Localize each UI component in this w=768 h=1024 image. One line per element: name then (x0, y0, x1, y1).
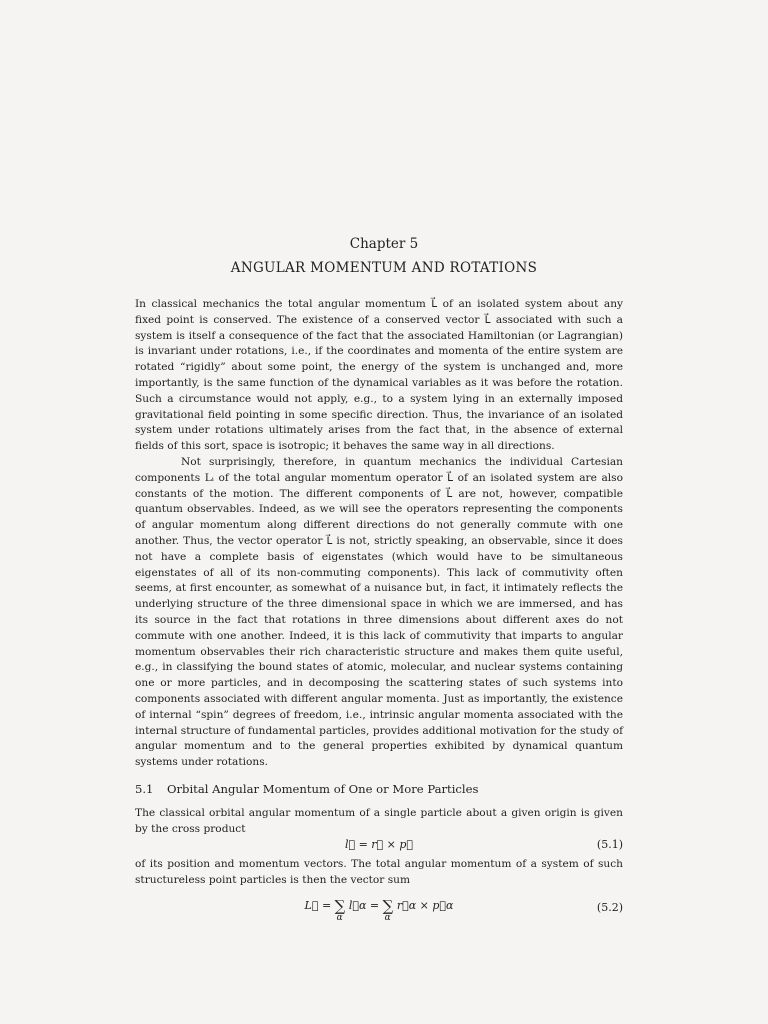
section-title: Orbital Angular Momentum of One or More Particles (167, 782, 479, 796)
equation-middle: l⃗α = (348, 899, 380, 912)
chapter-label: Chapter 5 (349, 236, 419, 252)
equation-rhs: r⃗α × p⃗α (396, 899, 454, 912)
paragraph-intro: In classical mechanics the total angular momentum L⃗ of an isolated system about any fixed point is conserved. The existence of a conserved vector L⃗ associated with such a system is itself a consequence of the fact that the associated Hamiltonian (or Lagrangian) is invariant under rotations, i.e., if the coordinates and momenta of the entire system are rotated “rigidly” about some point, the energy of the system is unchanged and, more importantly, is the same function of the dynamical variables as it was before the rotation. Such a circumstance would not apply, e.g., to a system lying in an externally imposed gravitational field pointing in some specific direction. Thus, the invariance of an isolated system under rotations ultimately arises from the fact that, in the absence of external fields of this sort, space is isotropic; it behaves the same way in all directions. (135, 298, 623, 453)
equation-number: (5.2) (596, 901, 623, 914)
equation-5-1 (135, 838, 623, 854)
section-number: 5.1 (135, 782, 154, 796)
equation-number: (5.1) (596, 838, 623, 851)
section-heading (135, 782, 623, 796)
paragraph-quantum: Not surprisingly, therefore, in quantum mechanics the individual Cartesian components Lᵢ of the total angular momentum operator L⃗ of an isolated system are also constants of the motion. The different components of L⃗ are not, however, compatible quantum observables. Indeed, as we will see the operators representing the components of angular momentum along different directions do not generally commute with one another. Thus, the vector operator L⃗ is not, strictly speaking, an observable, since it does not have a complete basis of eigenstates (which would have to be simultaneous eigenstates of all of its non-commuting components). This lack of commutivity often seems, at first encounter, as somewhat of a nuisance but, in fact, it intimately reflects the underlying structure of the three dimensional space in which we are immersed, and has its source in the fact that rotations in three dimensions about different axes do not commute with one another. Indeed, it is this lack of commutivity that imparts to angular momentum observables their rich characteristic structure and makes them quite useful, e.g., in classifying the bound states of atomic, molecular, and nuclear systems containing one or more particles, and in decomposing the scattering states of such systems into components associated with different angular momenta. Just as importantly, the existence of internal “spin” degrees of freedom, i.e., intrinsic angular momenta associated with the internal structure of fundamental particles, provides additional motivation for the study of angular momentum and to the general properties exhibited by dynamical quantum systems under rotations. (135, 456, 623, 769)
equation-lhs: L⃗ = (304, 899, 332, 912)
paragraph-orbital: The classical orbital angular momentum of a single particle about a given origin is given by the cross product (135, 807, 623, 835)
sum-subscript: α (336, 913, 343, 923)
sum-symbol: ∑ α (382, 897, 394, 923)
equation-5-2 (135, 895, 623, 929)
chapter-title: ANGULAR MOMENTUM AND ROTATIONS (230, 260, 538, 276)
sum-symbol: ∑ α (334, 897, 346, 923)
equation-math: l⃗ = r⃗ × p⃗ (344, 838, 414, 851)
equation-math (135, 897, 623, 923)
sum-subscript: α (384, 913, 391, 923)
paragraph-total: of its position and momentum vectors. The total angular momentum of a system of such structureless point particles is then the vector sum (135, 858, 623, 886)
